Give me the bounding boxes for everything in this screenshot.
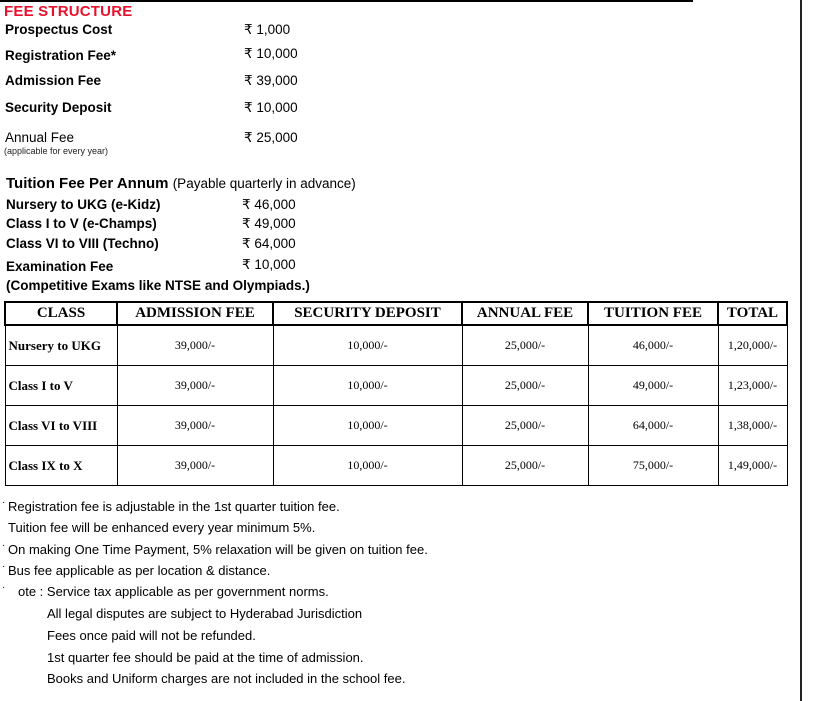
cell-total: 1,20,000/-	[718, 325, 787, 366]
fee-label: Admission Fee	[5, 73, 102, 88]
cell-security: 10,000/-	[273, 366, 462, 406]
tuition-label: Class VI to VIII (Techno)	[6, 236, 159, 251]
cell-security: 10,000/-	[273, 325, 462, 366]
note-line: ote : Service tax applicable as per government norms.	[18, 584, 329, 599]
cell-class: Class I to V	[5, 366, 117, 406]
note-line: Bus fee applicable as per location & distance.	[8, 563, 271, 578]
cell-security: 10,000/-	[273, 406, 462, 446]
table-row	[5, 366, 787, 406]
bullet-mark: ·	[2, 561, 6, 572]
fee-table	[4, 301, 788, 486]
cell-total: 1,38,000/-	[718, 406, 787, 446]
fee-label: Security Deposit	[5, 100, 112, 115]
cell-annual: 25,000/-	[462, 325, 588, 366]
cell-admission: 39,000/-	[117, 366, 273, 406]
bullet-mark: ·	[2, 540, 6, 551]
tuition-amount: ₹ 46,000	[242, 197, 296, 212]
cell-annual: 25,000/-	[462, 366, 588, 406]
cell-class: Class IX to X	[5, 446, 117, 486]
fee-amount: ₹ 10,000	[244, 100, 298, 115]
cell-tuition: 46,000/-	[588, 325, 718, 366]
exam-note: (Competitive Exams like NTSE and Olympiads.)	[6, 278, 310, 293]
header-admission-fee: ADMISSION FEE	[117, 302, 273, 325]
cell-annual: 25,000/-	[462, 446, 588, 486]
header-class: CLASS	[5, 302, 117, 325]
tuition-amount: ₹ 10,000	[242, 257, 296, 272]
note-line: 1st quarter fee should be paid at the time of admission.	[47, 650, 364, 665]
cell-class: Class VI to VIII	[5, 406, 117, 446]
fee-amount: ₹ 25,000	[244, 130, 298, 145]
cell-tuition: 49,000/-	[588, 366, 718, 406]
cell-class: Nursery to UKG	[5, 325, 117, 366]
header-annual-fee: ANNUAL FEE	[462, 302, 588, 325]
table-row	[5, 446, 787, 486]
tuition-label: Examination Fee	[6, 259, 114, 274]
top-rule	[0, 0, 693, 2]
table-header-row	[5, 302, 787, 325]
cell-admission: 39,000/-	[117, 406, 273, 446]
header-security-deposit: SECURITY DEPOSIT	[273, 302, 462, 325]
note-line: Registration fee is adjustable in the 1st quarter tuition fee.	[8, 499, 340, 514]
fee-label: Registration Fee*	[5, 48, 117, 63]
right-rule	[800, 0, 802, 701]
tuition-heading-text: Tuition Fee Per Annum	[6, 175, 169, 192]
tuition-label: Nursery to UKG (e-Kidz)	[6, 197, 161, 212]
table-row	[5, 325, 787, 366]
cell-tuition: 64,000/-	[588, 406, 718, 446]
fee-label: Prospectus Cost	[5, 22, 113, 37]
cell-admission: 39,000/-	[117, 325, 273, 366]
header-tuition-fee: TUITION FEE	[588, 302, 718, 325]
note-line: On making One Time Payment, 5% relaxation will be given on tuition fee.	[8, 542, 428, 557]
header-total: TOTAL	[718, 302, 787, 325]
note-line: All legal disputes are subject to Hyderabad Jurisdiction	[47, 606, 363, 621]
tuition-amount: ₹ 64,000	[242, 236, 296, 251]
note-line: Books and Uniform charges are not included in the school fee.	[47, 671, 406, 686]
fee-amount: ₹ 1,000	[244, 22, 291, 37]
note-line: Tuition fee will be enhanced every year minimum 5%.	[8, 520, 316, 535]
page-title: FEE STRUCTURE	[4, 3, 133, 20]
note-line: Fees once paid will not be refunded.	[47, 628, 256, 643]
tuition-label: Class I to V (e-Champs)	[6, 216, 157, 231]
annual-fee-note: (applicable for every year)	[4, 146, 109, 156]
cell-total: 1,23,000/-	[718, 366, 787, 406]
fee-label: Annual Fee	[5, 130, 75, 145]
fee-amount: ₹ 39,000	[244, 73, 298, 88]
tuition-heading-note: (Payable quarterly in advance)	[172, 176, 356, 191]
table-row	[5, 406, 787, 446]
cell-admission: 39,000/-	[117, 446, 273, 486]
bullet-mark: ·	[2, 497, 6, 508]
tuition-amount: ₹ 49,000	[242, 216, 296, 231]
bullet-mark: ·	[2, 582, 6, 593]
cell-tuition: 75,000/-	[588, 446, 718, 486]
fee-amount: ₹ 10,000	[244, 46, 298, 61]
tuition-heading	[6, 175, 356, 192]
cell-annual: 25,000/-	[462, 406, 588, 446]
cell-total: 1,49,000/-	[718, 446, 787, 486]
cell-security: 10,000/-	[273, 446, 462, 486]
